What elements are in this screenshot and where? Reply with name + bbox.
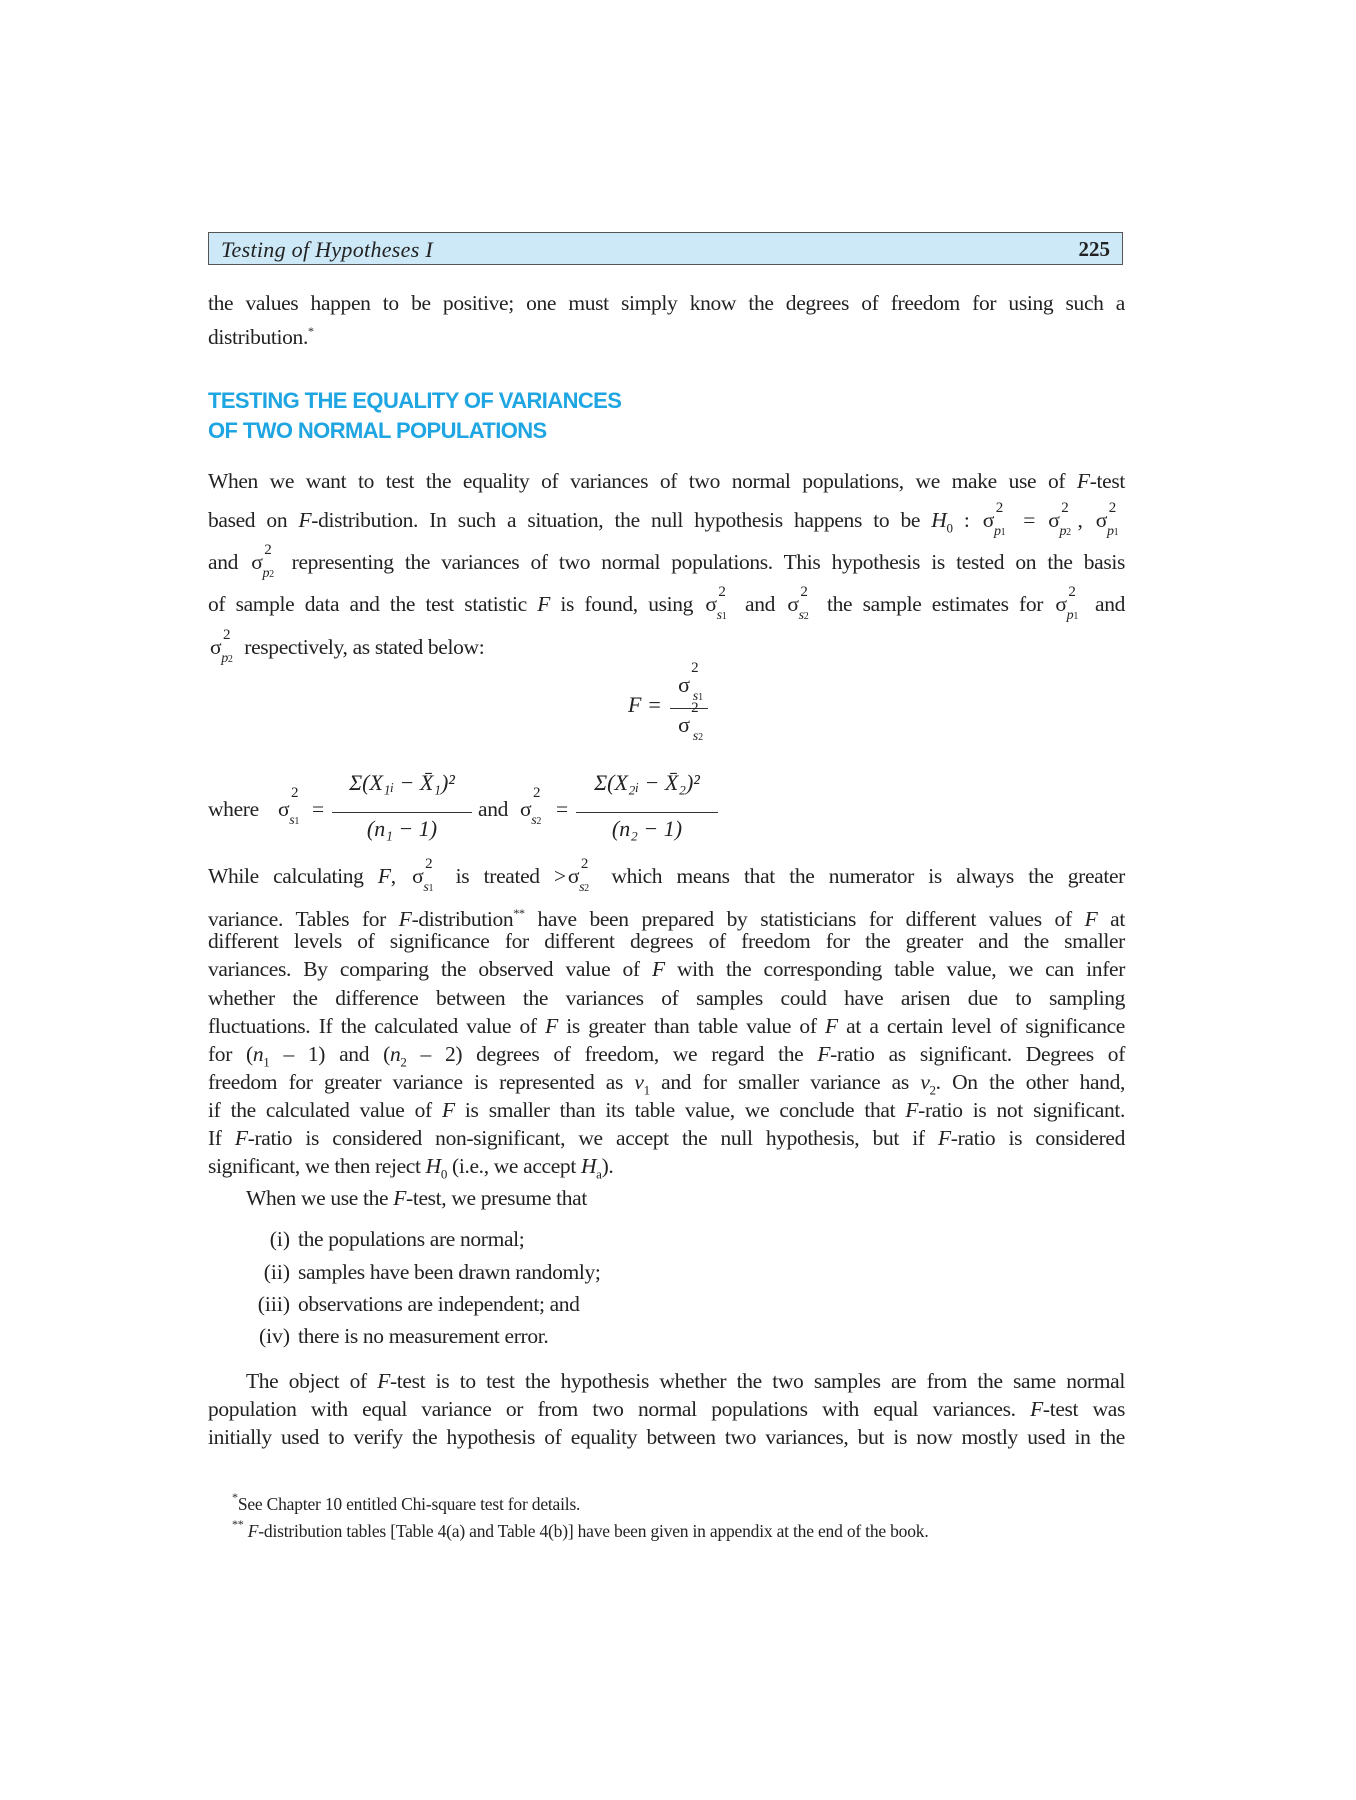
superscript: 2	[291, 785, 299, 801]
italic-symbol: F	[825, 1014, 838, 1038]
text-line: the values happen to be positive; one must simply know the degrees of freedom for using such a	[208, 291, 1125, 315]
list-item-label: (iii)	[257, 1292, 290, 1316]
italic-symbol: F	[651, 957, 665, 981]
subscript-index: 2	[584, 883, 589, 894]
superscript: 2	[691, 700, 699, 716]
text-line: and σ 2 p2 representing the variances of two normal populations. This hypothesis is tested on the basis	[208, 548, 1125, 589]
subscript: 0	[946, 520, 953, 536]
footnote: ** F-distribution tables [Table 4(a) and Table 4(b)] have been given in appendix at the end of the book.	[232, 1517, 929, 1541]
subscript-index: 1	[721, 611, 727, 622]
italic-symbol: F	[537, 592, 551, 616]
formula-and-label: and	[478, 797, 508, 821]
text-line: If F-ratio is considered non-significant, we accept the null hypothesis, but if F-ratio is considered	[208, 1126, 1126, 1150]
running-header	[208, 232, 1123, 265]
italic-symbol: v	[920, 1070, 930, 1094]
superscript: 2	[264, 542, 272, 558]
footnote: *See Chapter 10 entitled Chi-square test for details.	[232, 1490, 581, 1514]
italic-symbol: F	[247, 1521, 259, 1541]
sigma-squared-symbol: σ 2 p1	[983, 506, 1010, 547]
italic-symbol: H	[580, 1154, 597, 1178]
subscript: a	[596, 1166, 602, 1182]
section-heading-line-1: TESTING THE EQUALITY OF VARIANCES	[208, 388, 622, 413]
subscript: 2	[400, 1054, 407, 1070]
formula-denominator-2: (n₂ − 1)	[611, 816, 683, 841]
italic-symbol: H	[931, 508, 947, 532]
footnote-marker: *	[307, 324, 314, 338]
list-item-label: (ii)	[263, 1260, 290, 1284]
subscript: 1	[263, 1054, 270, 1070]
italic-symbol: H	[425, 1154, 441, 1178]
subscript: p1	[1066, 608, 1078, 623]
italic-symbol: F	[377, 864, 391, 888]
superscript: 2	[995, 500, 1003, 516]
subscript-index: 2	[536, 816, 542, 827]
text-line: distribution.*	[208, 324, 314, 349]
subscript: s2	[531, 813, 542, 828]
subscript: p1	[993, 524, 1006, 539]
subscript-index: 2	[803, 611, 809, 622]
list-item-text: there is no measurement error.	[298, 1324, 549, 1348]
subscript: s1	[716, 608, 727, 623]
subscript: 1	[643, 1082, 650, 1098]
subscript-index: 2	[698, 732, 704, 743]
subscript: s1	[423, 880, 434, 895]
subscript: 0	[440, 1166, 447, 1182]
sigma-squared-symbol: σ 2 s2	[568, 862, 595, 903]
footnote-marker: **	[513, 906, 525, 920]
superscript: 2	[580, 856, 588, 872]
subscript-index: 2	[269, 569, 274, 580]
formula-f-lhs: F =	[628, 692, 662, 717]
subscript: p2	[1059, 524, 1071, 539]
superscript: 2	[1108, 500, 1116, 516]
subscript: s2	[692, 729, 704, 744]
subscript: p2	[221, 651, 233, 666]
formula-numerator-2: Σ(X₂ᵢ − X̄₂)²	[594, 770, 700, 795]
superscript: 2	[800, 584, 808, 600]
italic-symbol: v	[634, 1070, 644, 1094]
equals-sign: =	[312, 797, 324, 821]
subscript-index: 1	[1113, 527, 1119, 538]
superscript: 2	[223, 627, 231, 643]
italic-symbol: n	[389, 1042, 401, 1066]
italic-symbol: F	[398, 907, 412, 931]
text-line: of sample data and the test statistic F is found, using σ 2 s1 and σ 2 s2 the sample estimates for σ 2 p1 and	[208, 590, 1125, 631]
formula-sigma-s2	[518, 785, 549, 829]
sigma-squared-symbol: σ 2 s1	[705, 590, 732, 631]
text-line: whether the difference between the variances of samples could have arisen due to sampling	[208, 986, 1125, 1010]
subscript-index: 2	[227, 654, 233, 665]
text-line: σ 2 p2 respectively, as stated below:	[208, 633, 1125, 674]
text-line: When we use the F-test, we presume that	[246, 1186, 587, 1210]
fraction-bar	[576, 812, 718, 813]
italic-symbol: F	[937, 1126, 951, 1150]
subscript: p1	[1107, 524, 1119, 539]
italic-symbol: F	[377, 1369, 390, 1393]
italic-symbol: F	[393, 1186, 407, 1210]
subscript-index: 1	[1000, 527, 1006, 538]
text-line: initially used to verify the hypothesis of equality between two variances, but is now mostly used in the	[208, 1425, 1125, 1449]
italic-symbol: F	[905, 1098, 919, 1122]
sigma-squared-symbol: σ 2 s1	[678, 672, 706, 705]
subscript-index: 1	[698, 692, 704, 703]
superscript: 2	[425, 856, 433, 872]
text-line: based on F-distribution. In such a situation, the null hypothesis happens to be $H_0$ : σ 2 p1 = σ 2 p2, σ 2 p1	[208, 506, 1125, 547]
text-line: different levels of significance for different degrees of freedom for the greater and the smaller	[208, 929, 1125, 953]
subscript: 2	[929, 1082, 936, 1098]
text-line: variance. Tables for F-distribution** have been prepared by statisticians for different values of F at	[208, 906, 1125, 931]
sigma-squared-symbol: σ 2 p1	[1096, 506, 1123, 547]
formula-denominator-1: (n₁ − 1)	[366, 816, 438, 841]
subscript-index: 1	[294, 816, 300, 827]
section-heading-line-2: OF TWO NORMAL POPULATIONS	[208, 418, 547, 443]
subscript-index: 2	[1066, 527, 1071, 538]
text-line: freedom for greater variance is represented as $v_1$ and for smaller variance as $v_2$. On the other hand,	[208, 1070, 1125, 1098]
subscript: s2	[798, 608, 809, 623]
formula-numerator-1: Σ(X₁ᵢ − X̄₁)²	[349, 770, 455, 795]
page-number: 225	[1078, 237, 1110, 261]
sigma-squared-symbol: σ 2 p2	[1048, 506, 1075, 547]
superscript: 2	[533, 785, 541, 801]
italic-symbol: F	[1030, 1397, 1043, 1421]
italic-symbol: F	[1084, 907, 1098, 931]
subscript-index: 1	[428, 883, 434, 894]
italic-symbol: F	[817, 1042, 831, 1066]
italic-symbol: F	[545, 1014, 558, 1038]
subscript: s1	[289, 813, 300, 828]
formula-where-label: where	[208, 797, 259, 821]
sigma-squared-symbol: σ 2 p2	[251, 548, 278, 589]
text-line: if the calculated value of F is smaller than its table value, we conclude that F-ratio is not significant.	[208, 1098, 1126, 1122]
sigma-squared-symbol: σ 2 p1	[1055, 590, 1082, 631]
superscript: 2	[1061, 500, 1069, 516]
sigma-squared-symbol: σ 2 p2	[210, 633, 237, 674]
text-line: The object of F-test is to test the hypothesis whether the two samples are from the same normal	[246, 1369, 1125, 1393]
italic-symbol: n	[252, 1042, 264, 1066]
superscript: 2	[718, 584, 726, 600]
subscript-index: 1	[1073, 611, 1078, 622]
text-line: fluctuations. If the calculated value of F is greater than table value of F at a certain level of significance	[208, 1014, 1125, 1038]
text-line: significant, we then reject $H_0$ (i.e., we accept $H_a$).	[208, 1154, 614, 1182]
sigma-squared-symbol: σ 2 s1	[278, 797, 305, 829]
italic-symbol: F	[298, 508, 312, 532]
formula-sigma-s1	[276, 785, 307, 829]
footnote-marker: **	[232, 1517, 244, 1531]
fraction-bar	[670, 708, 708, 709]
text-line: variances. By comparing the observed value of F with the corresponding table value, we can infer	[208, 957, 1125, 981]
list-item-text: samples have been drawn randomly;	[298, 1260, 601, 1284]
list-item-label: (i)	[269, 1227, 290, 1251]
subscript: s1	[692, 689, 704, 704]
footnote-marker: *	[232, 1490, 238, 1504]
sigma-squared-symbol: σ 2 s2	[678, 712, 706, 745]
formula-f-denominator	[672, 700, 712, 745]
sigma-squared-symbol: σ 2 s1	[412, 862, 439, 903]
sigma-squared-symbol: σ 2 s2	[520, 797, 547, 829]
text-line: for $(n_1 - 1)$ and $(n_2 - 2)$ degrees of freedom, we regard the F-ratio as significant. Degrees of	[208, 1042, 1126, 1070]
running-header-title: Testing of Hypotheses I	[221, 237, 434, 262]
italic-symbol: F	[1076, 469, 1090, 493]
subscript: p2	[262, 566, 274, 581]
equals-sign: =	[556, 797, 568, 821]
list-item-label: (iv)	[258, 1324, 290, 1348]
sigma-squared-symbol: σ 2 s2	[787, 590, 814, 631]
fraction-bar	[332, 812, 472, 813]
text-line: While calculating F, σ 2 s1 is treated >σ 2 s2 which means that the numerator is always the greater	[208, 862, 1125, 903]
text-line: When we want to test the equality of variances of two normal populations, we make use of F-test	[208, 469, 1125, 493]
superscript: 2	[691, 660, 699, 676]
list-item-text: the populations are normal;	[298, 1227, 525, 1251]
italic-symbol: F	[441, 1098, 455, 1122]
subscript: s2	[579, 880, 589, 895]
superscript: 2	[1068, 584, 1076, 600]
text-line: population with equal variance or from two normal populations with equal variances. F-test was	[208, 1397, 1125, 1421]
italic-symbol: F	[234, 1126, 248, 1150]
list-item-text: observations are independent; and	[298, 1292, 580, 1316]
